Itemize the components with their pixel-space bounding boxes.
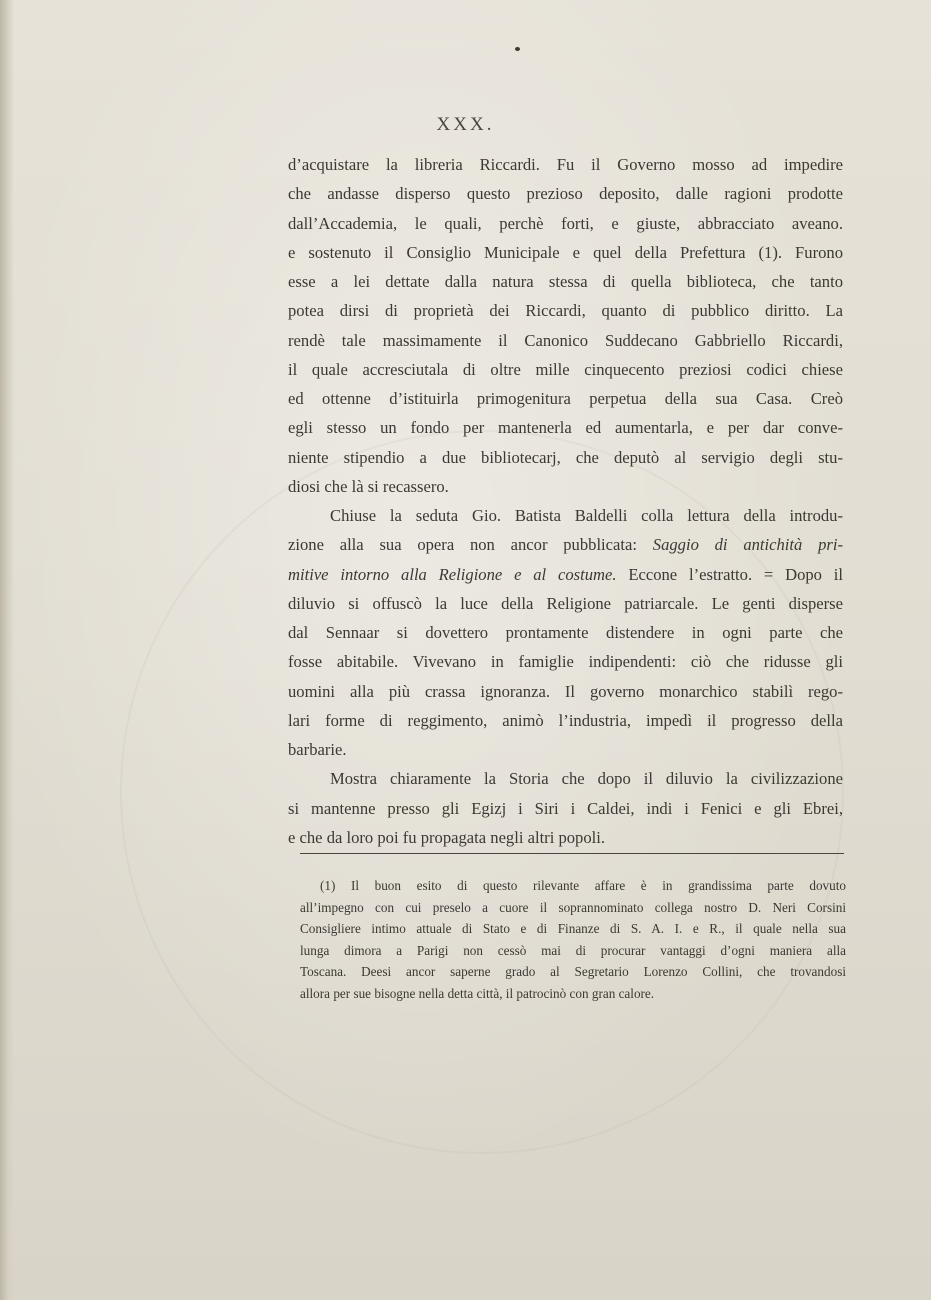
text-line: e che da loro poi fu propagata negli altri popoli.	[288, 827, 606, 847]
text-line: dall’Accademia, le quali, perchè forti, e giuste, abbracciato aveano.	[288, 213, 843, 233]
text-line	[288, 560, 843, 589]
footnote-line: Consigliere intimo attuale di Stato e di Finanze di S. A. I. e R., il quale nella sua	[300, 921, 846, 937]
text-line: niente stipendio a due bibliotecarj, che deputò al servigio degli stu-	[288, 447, 843, 467]
page-left-edge	[0, 0, 14, 1300]
text-run: Eccone l’estratto. = Dopo il	[628, 564, 844, 584]
footnote-line: lunga dimora a Parigi non cessò mai di procurar vantaggi d’ogni maniera alla	[300, 942, 846, 958]
text-line: e sostenuto il Consiglio Municipale e quel della Prefettura (1). Furono	[288, 242, 843, 262]
main-text	[288, 150, 843, 852]
text-line: fosse abitabile. Vivevano in famiglie indipendenti: ciò che ridusse gli	[288, 652, 843, 672]
text-line: potea dirsi di proprietà dei Riccardi, quanto di pubblico diritto. La	[288, 301, 843, 321]
text-line: rendè tale massimamente il Canonico Suddecano Gabbriello Riccardi,	[288, 330, 843, 350]
footnote-line: Toscana. Deesi ancor saperne grado al Segretario Lorenzo Collini, che trovandosi	[300, 964, 846, 980]
text-line: ed ottenne d’istituirla primogenitura perpetua della sua Casa. Creò	[288, 389, 843, 408]
text-line: il quale accresciutala di oltre mille cinquecento preziosi codici chiese	[288, 359, 843, 379]
text-line: diluvio si offuscò la luce della Religione patriarcale. Le genti disperse	[288, 593, 843, 613]
text-line: che andasse disperso questo prezioso deposito, dalle ragioni prodotte	[288, 184, 843, 204]
text-line: barbarie.	[288, 740, 347, 759]
text-line	[288, 530, 843, 559]
page-number: XXX.	[436, 114, 495, 135]
italic-title: Saggio di antichità pri-	[652, 535, 843, 555]
italic-title: mitive intorno alla Religione e al costume.	[288, 564, 617, 584]
text-line: Mostra chiaramente la Storia che dopo il diluvio la civilizzazione	[330, 769, 843, 789]
text-line: d’acquistare la libreria Riccardi. Fu il Governo mosso ad impedire	[288, 155, 843, 174]
text-line: egli stesso un fondo per mantenerla ed aumentarla, e per dar conve-	[288, 418, 843, 438]
text-run: zione alla sua opera non ancor pubblicata:	[288, 535, 637, 555]
footnote-line: allora per sue bisogne nella detta città, il patrocinò con gran calore.	[300, 985, 655, 1001]
text-line: uomini alla più crassa ignoranza. Il governo monarchico stabilì rego-	[288, 681, 843, 701]
footnote	[300, 875, 846, 1005]
text-line: si mantenne presso gli Egizj i Siri i Caldei, indi i Fenici e gli Ebrei,	[288, 798, 843, 818]
text-line: esse a lei dettate dalla natura stessa di quella biblioteca, che tanto	[288, 272, 843, 291]
footnote-line: (1) Il buon esito di questo rilevante affare è in grandissima parte dovuto	[320, 878, 846, 893]
text-line: Chiuse la seduta Gio. Batista Baldelli colla lettura della introdu-	[330, 506, 843, 525]
text-line: diosi che là si recassero.	[288, 476, 449, 496]
footnote-line: all’impegno con cui preselo a cuore il soprannominato collega nostro D. Neri Corsini	[300, 899, 846, 915]
text-line: dal Sennaar si dovettero prontamente distendere in ogni parte che	[288, 623, 843, 642]
text-line: lari forme di reggimento, animò l’industria, impedì il progresso della	[288, 710, 843, 730]
ink-speck	[515, 47, 520, 51]
footnote-rule	[300, 853, 844, 854]
